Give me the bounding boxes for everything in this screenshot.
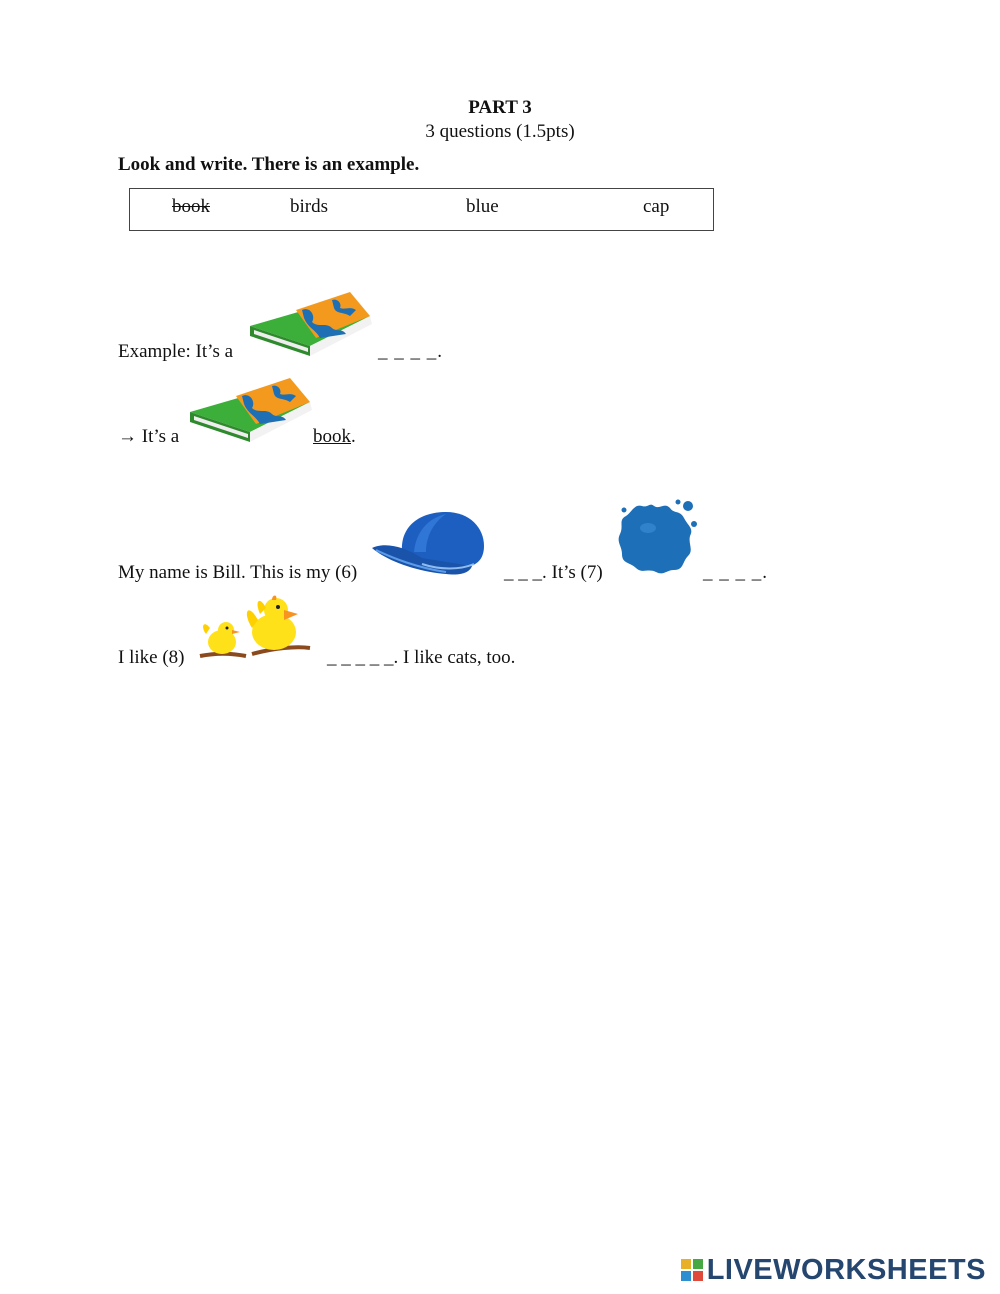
example-blank: _ _ _ _.: [378, 341, 443, 362]
example-answer-period: .: [351, 426, 356, 447]
word-bank-birds: birds: [290, 196, 328, 217]
birds-icon: [196, 594, 316, 666]
page-title: PART 3: [468, 97, 532, 118]
word-bank-box: [129, 188, 714, 231]
word-bank-cap: cap: [643, 196, 670, 217]
question-8-blank: _ _ _ _ _. I like cats, too.: [327, 647, 516, 668]
instruction: Look and write. There is an example.: [118, 154, 420, 175]
logo-text: LIVEWORKSHEETS: [706, 1253, 986, 1286]
cap-icon: [370, 508, 490, 582]
example-prompt: Example: It’s a: [118, 341, 234, 362]
example-answer-prefix: → It’s a: [118, 426, 180, 447]
book-icon: [246, 288, 376, 360]
blue-paint-blob-icon: [614, 498, 698, 578]
word-bank-book: book: [172, 196, 210, 217]
question-7-blank: _ _ _ _.: [703, 562, 768, 583]
book-icon: [186, 374, 316, 446]
example-answer-word: book: [313, 426, 351, 447]
question-8-prompt: I like (8): [118, 647, 185, 668]
logo-blocks-icon: [681, 1259, 703, 1281]
page-subtitle: 3 questions (1.5pts): [425, 121, 575, 142]
word-bank-blue: blue: [466, 196, 499, 217]
liveworksheets-logo: [681, 1253, 986, 1287]
question-6-prompt: My name is Bill. This is my (6): [118, 562, 358, 583]
question-7-prompt: _ _ _. It’s (7): [504, 562, 603, 583]
example-answer: [313, 426, 356, 448]
